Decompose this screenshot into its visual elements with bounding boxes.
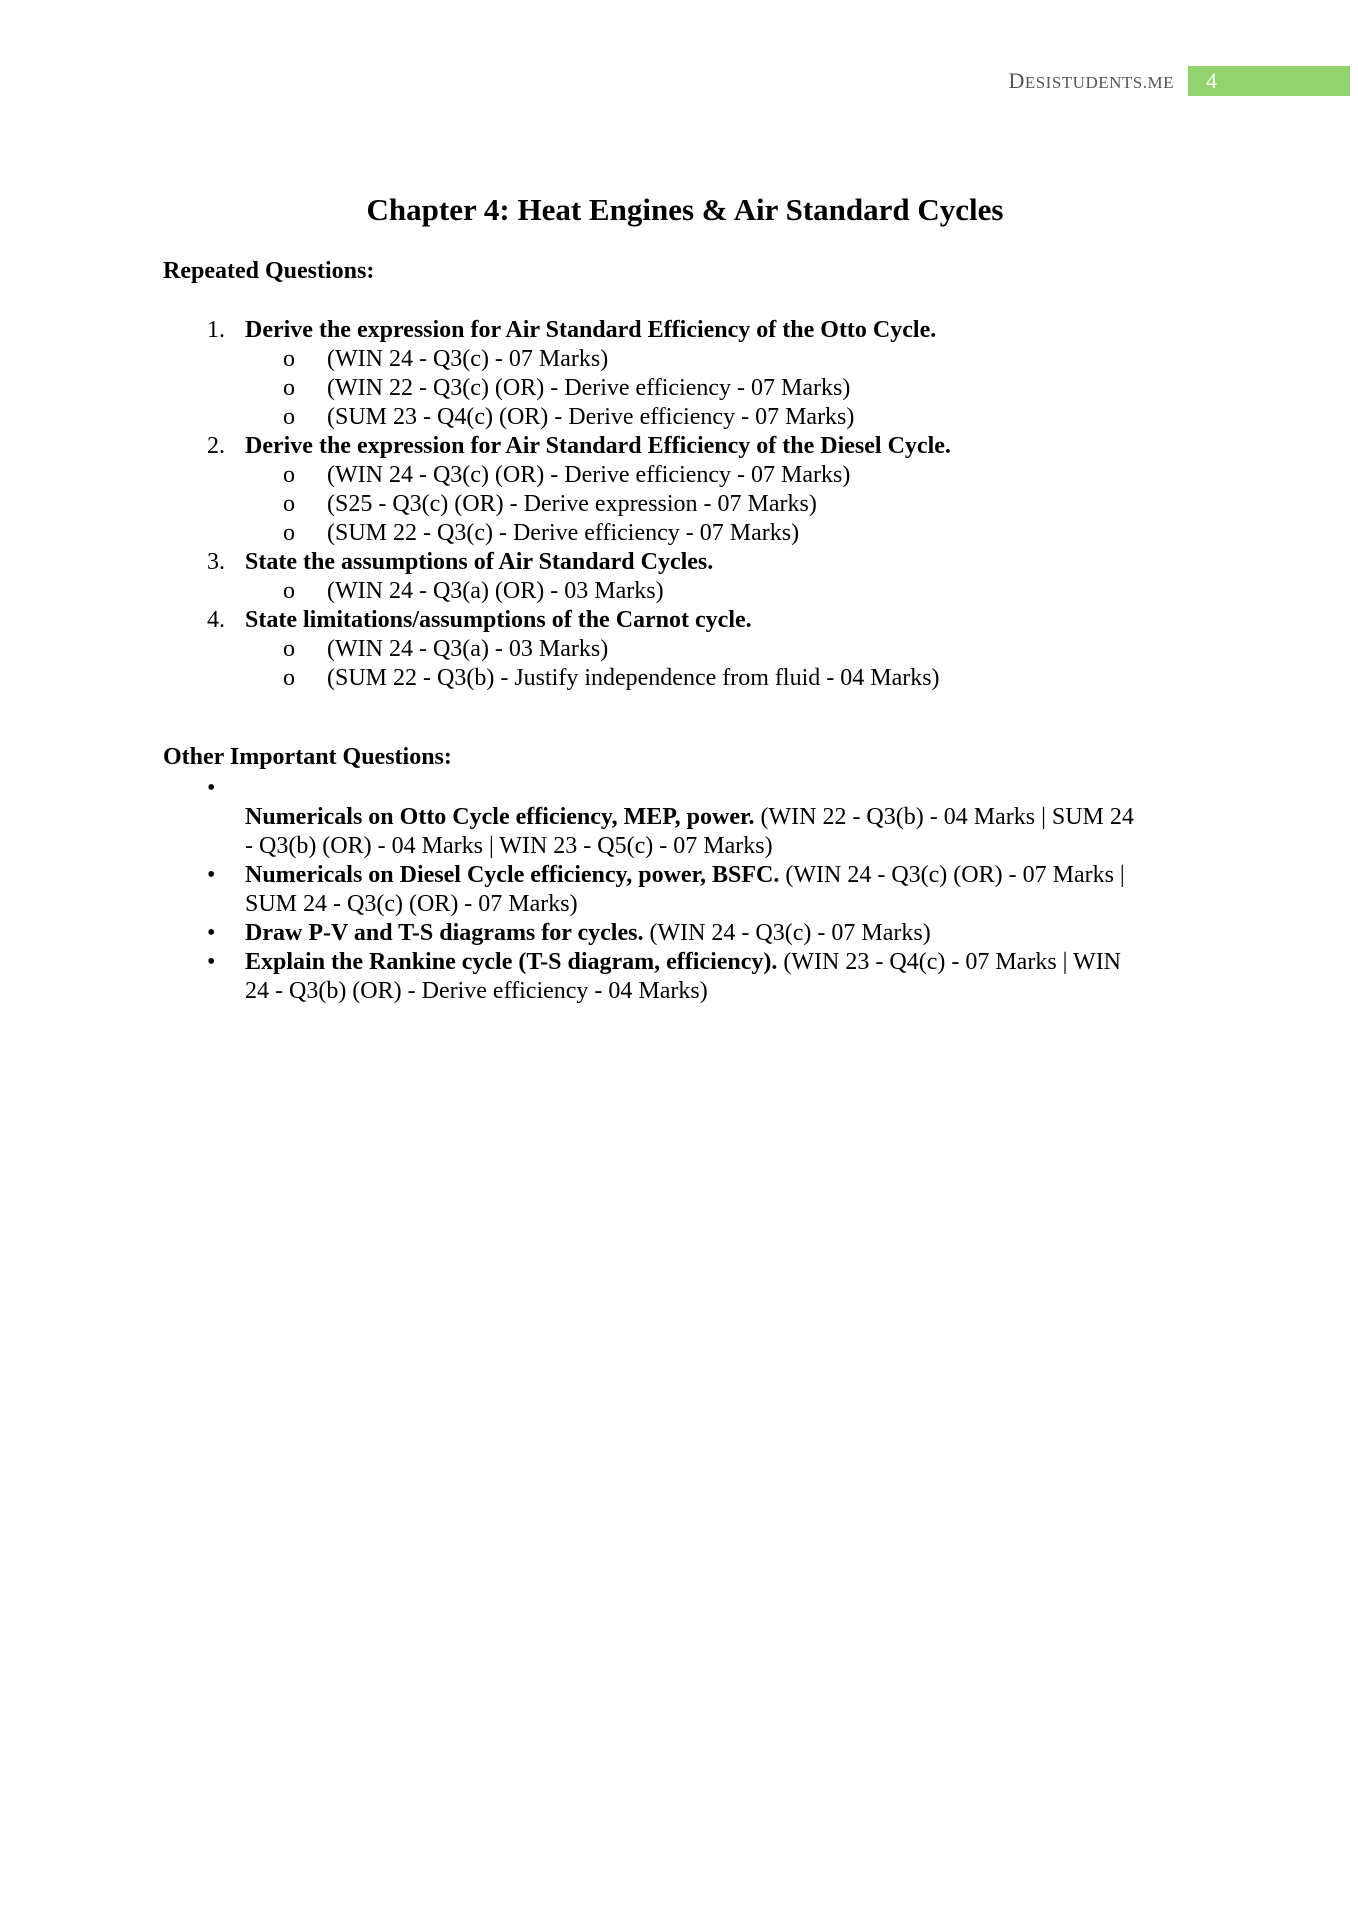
- page-header: [1008, 66, 1350, 96]
- site-name: DESISTUDENTS.ME: [1008, 68, 1174, 93]
- item-title: Explain the Rankine cycle (T-S diagram, efficiency).: [245, 949, 778, 975]
- item-title: Draw P-V and T-S diagrams for cycles.: [245, 920, 644, 946]
- question-number: 1.: [207, 317, 225, 343]
- question-text: Derive the expression for Air Standard Efficiency of the Otto Cycle.: [245, 317, 937, 343]
- question-text: State limitations/assumptions of the Carnot cycle.: [245, 607, 752, 633]
- question-number: 3.: [207, 549, 225, 575]
- page-number-badge: [1188, 66, 1350, 96]
- chapter-title: Chapter 4: Heat Engines & Air Standard Cycles: [366, 192, 1004, 227]
- question-text: State the assumptions of Air Standard Cycles.: [245, 549, 714, 575]
- question-number: 4.: [207, 607, 225, 633]
- other-questions-heading: Other Important Questions:: [163, 744, 452, 770]
- repeated-questions-heading: Repeated Questions:: [163, 258, 375, 284]
- question-number: 2.: [207, 433, 225, 459]
- question-text: Derive the expression for Air Standard Efficiency of the Diesel Cycle.: [245, 433, 951, 459]
- item-title: Numericals on Diesel Cycle efficiency, power, BSFC.: [245, 862, 780, 888]
- item-title: Numericals on Otto Cycle efficiency, MEP, power.: [245, 804, 755, 830]
- page-number: 4: [1206, 68, 1217, 93]
